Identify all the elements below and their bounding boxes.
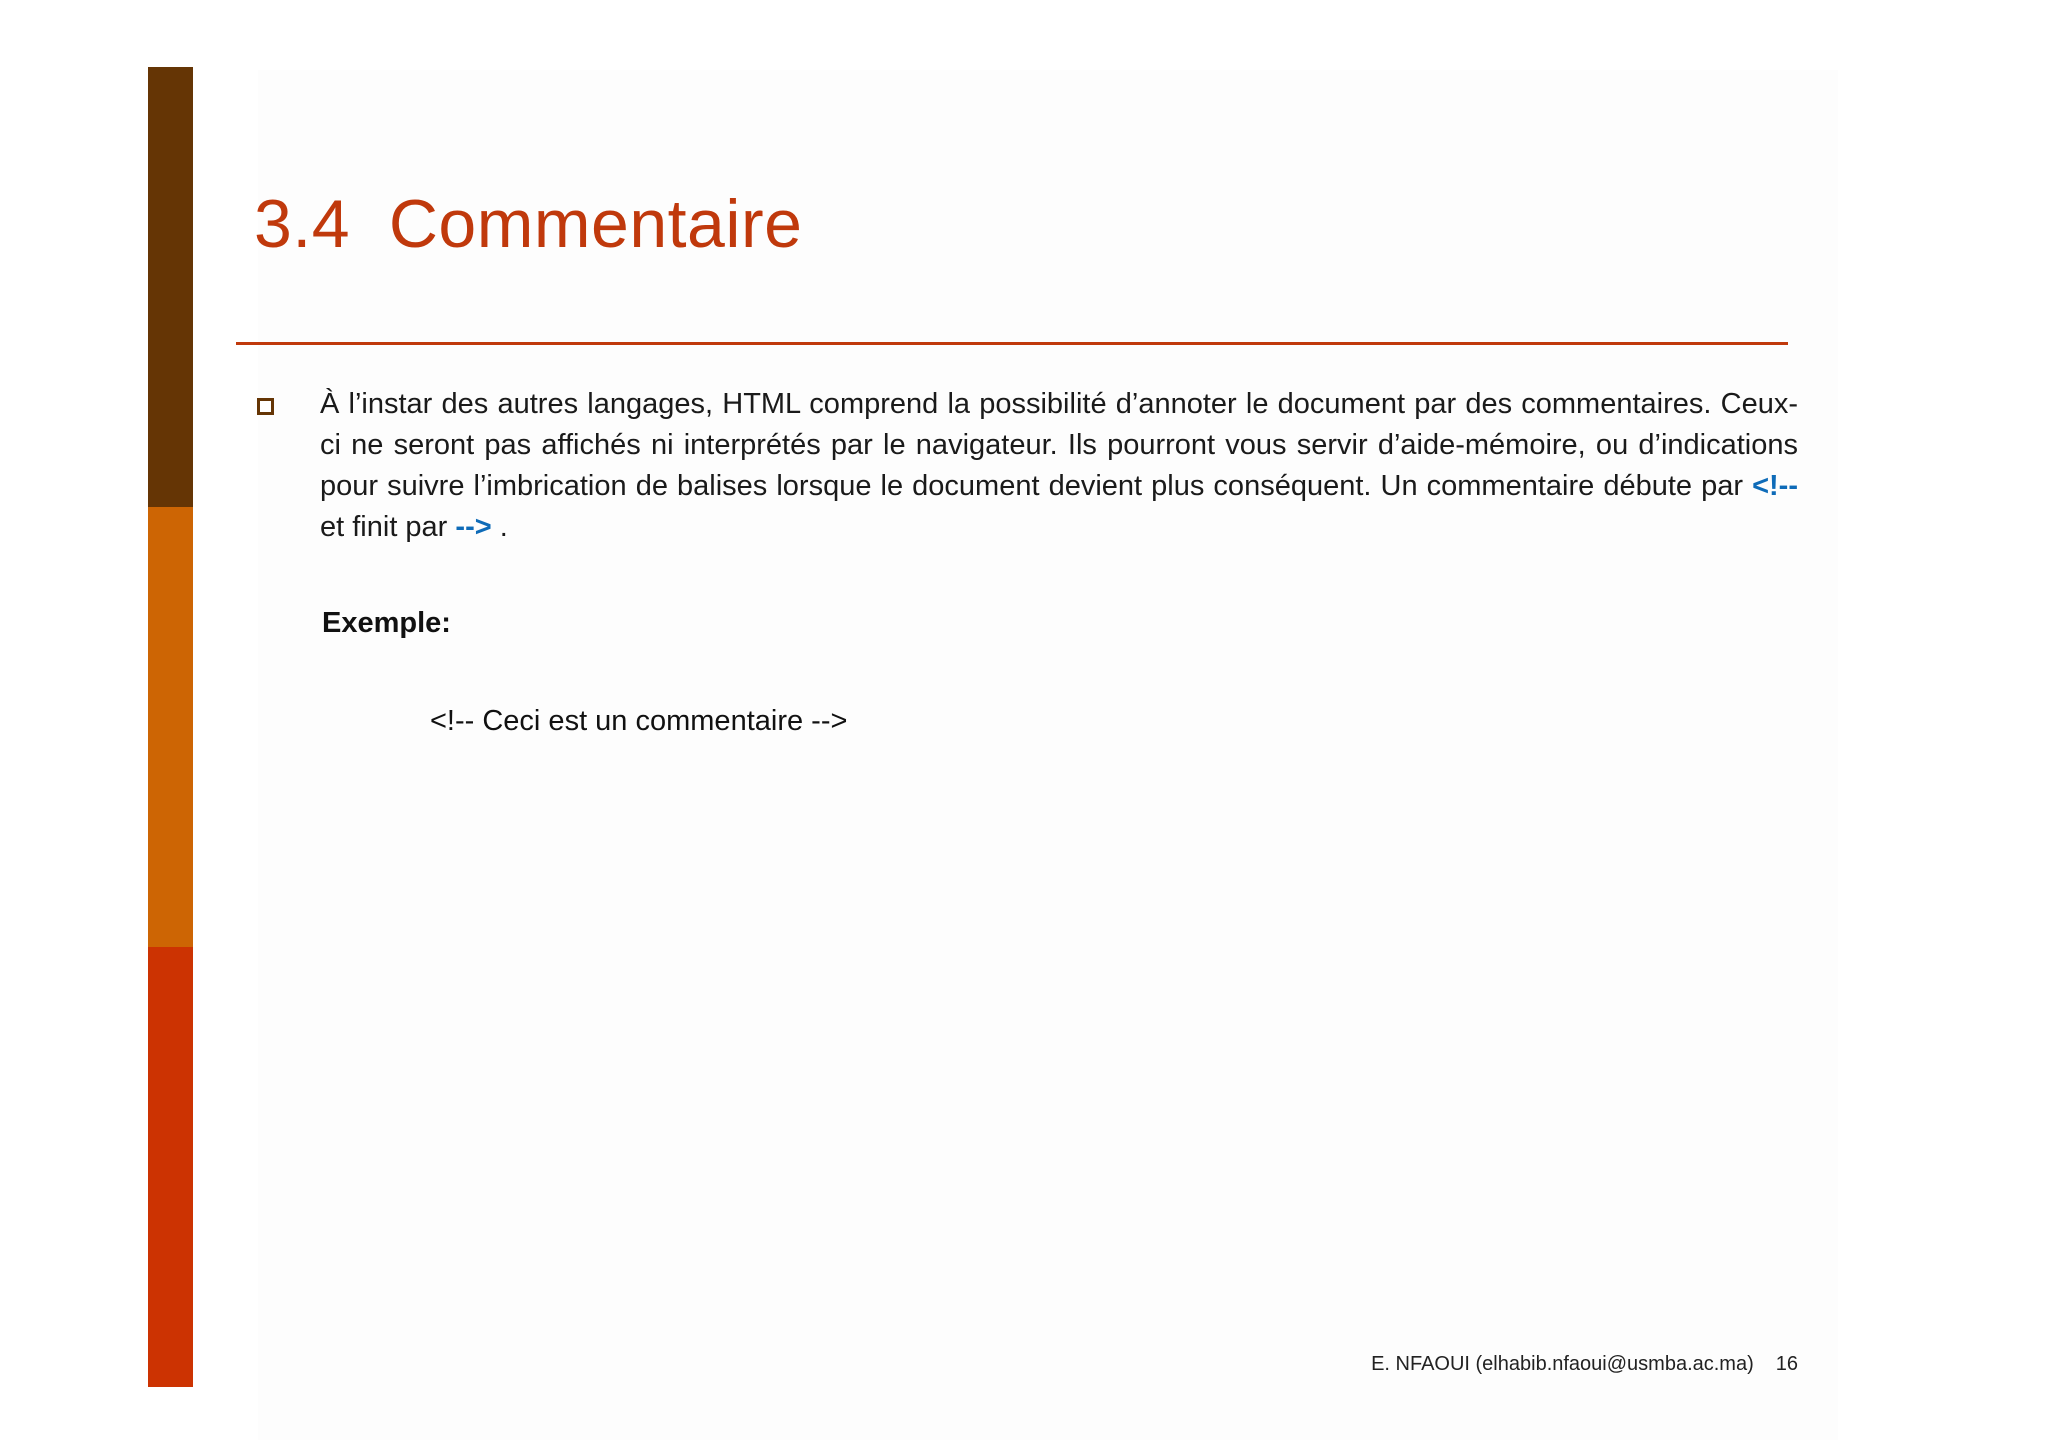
comment-open-tag: <!--: [1752, 470, 1798, 502]
slide-title: 3.4 Commentaire: [254, 186, 803, 262]
example-label: Exemple:: [322, 607, 451, 639]
side-bar-top: [148, 67, 193, 507]
paragraph-text-after: .: [491, 511, 508, 543]
paragraph-text-middle: et finit par: [320, 511, 456, 543]
paragraph-text-before: À l’instar des autres langages, HTML comprend la possibilité d’annoter le document par des commentaires. Ceux-ci ne seront pas affichés ni interprétés par le navigateur. Ils pourront vous servir d’aide-mémoire, ou d’indications pour suivre l’imbrication de balises lorsque le document devient plus conséquent. Un commentaire débute par: [320, 388, 1798, 502]
body-paragraph: [320, 384, 1798, 548]
page-number: 16: [1775, 1353, 1798, 1375]
side-bar-middle: [148, 507, 193, 947]
side-bar-bottom: [148, 947, 193, 1387]
footer: [1371, 1353, 1798, 1376]
footer-author: E. NFAOUI (elhabib.nfaoui@usmba.ac.ma): [1371, 1353, 1754, 1375]
content-panel: [258, 70, 1838, 1440]
example-code: <!-- Ceci est un commentaire -->: [430, 705, 848, 737]
hollow-square-bullet-icon: [257, 398, 274, 415]
title-divider: [236, 342, 1788, 345]
comment-close-tag: -->: [455, 511, 492, 543]
